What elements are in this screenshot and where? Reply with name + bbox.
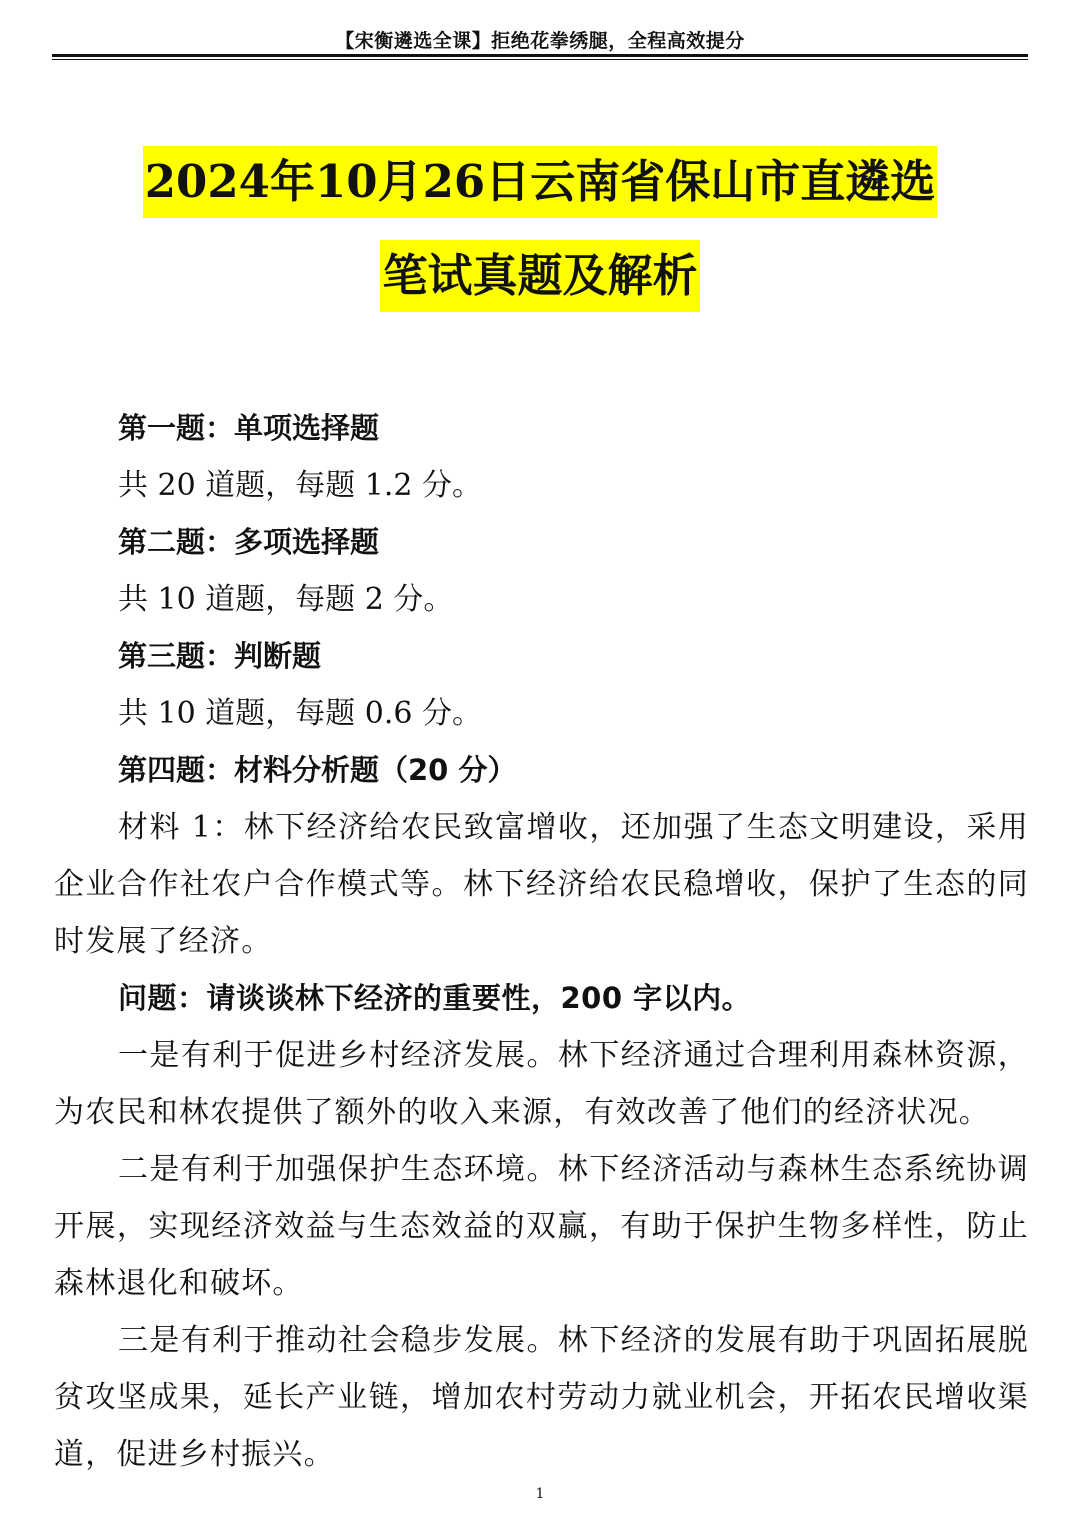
header-rule-thin (52, 59, 1028, 60)
title-line-1: 2024年10月26日云南省保山市直遴选 (143, 146, 938, 218)
section-heading: 第二题：多项选择题 (118, 525, 380, 559)
page-number: 1 (535, 1486, 545, 1502)
document-title (0, 146, 1080, 312)
document-body (54, 400, 1029, 1483)
section-detail: 共 20 道题，每题 1.2 分。 (118, 468, 483, 503)
header-rule-thick (52, 54, 1028, 57)
question-paragraph: 问题：请谈谈林下经济的重要性，200 字以内。 (118, 981, 752, 1015)
section-heading: 第四题：材料分析题（20 分） (118, 753, 517, 787)
section-detail: 共 10 道题，每题 0.6 分。 (118, 696, 483, 731)
answer-paragraph: 二是有利于加强保护生态环境。林下经济活动与森林生态系统协调开展，实现经济效益与生态效益的双赢，有助于保护生物多样性，防止森林退化和破坏。 (54, 1152, 1029, 1301)
answer-paragraph: 三是有利于推动社会稳步发展。林下经济的发展有助于巩固拓展脱贫攻坚成果，延长产业链，增加农村劳动力就业机会，开拓农民增收渠道，促进乡村振兴。 (54, 1323, 1029, 1472)
section-detail: 共 10 道题，每题 2 分。 (118, 582, 454, 617)
material-paragraph: 材料 1：林下经济给农民致富增收，还加强了生态文明建设，采用企业合作社农户合作模式等。林下经济给农民稳增收，保护了生态的同时发展了经济。 (54, 810, 1029, 959)
page-header: 【宋衡遴选全课】拒绝花拳绣腿，全程高效提分 (335, 30, 745, 52)
answer-paragraph: 一是有利于促进乡村经济发展。林下经济通过合理利用森林资源，为农民和林农提供了额外的收入来源，有效改善了他们的经济状况。 (54, 1038, 1029, 1130)
section-heading: 第三题：判断题 (118, 639, 322, 673)
title-line-2: 笔试真题及解析 (380, 240, 699, 312)
section-heading: 第一题：单项选择题 (118, 411, 380, 445)
